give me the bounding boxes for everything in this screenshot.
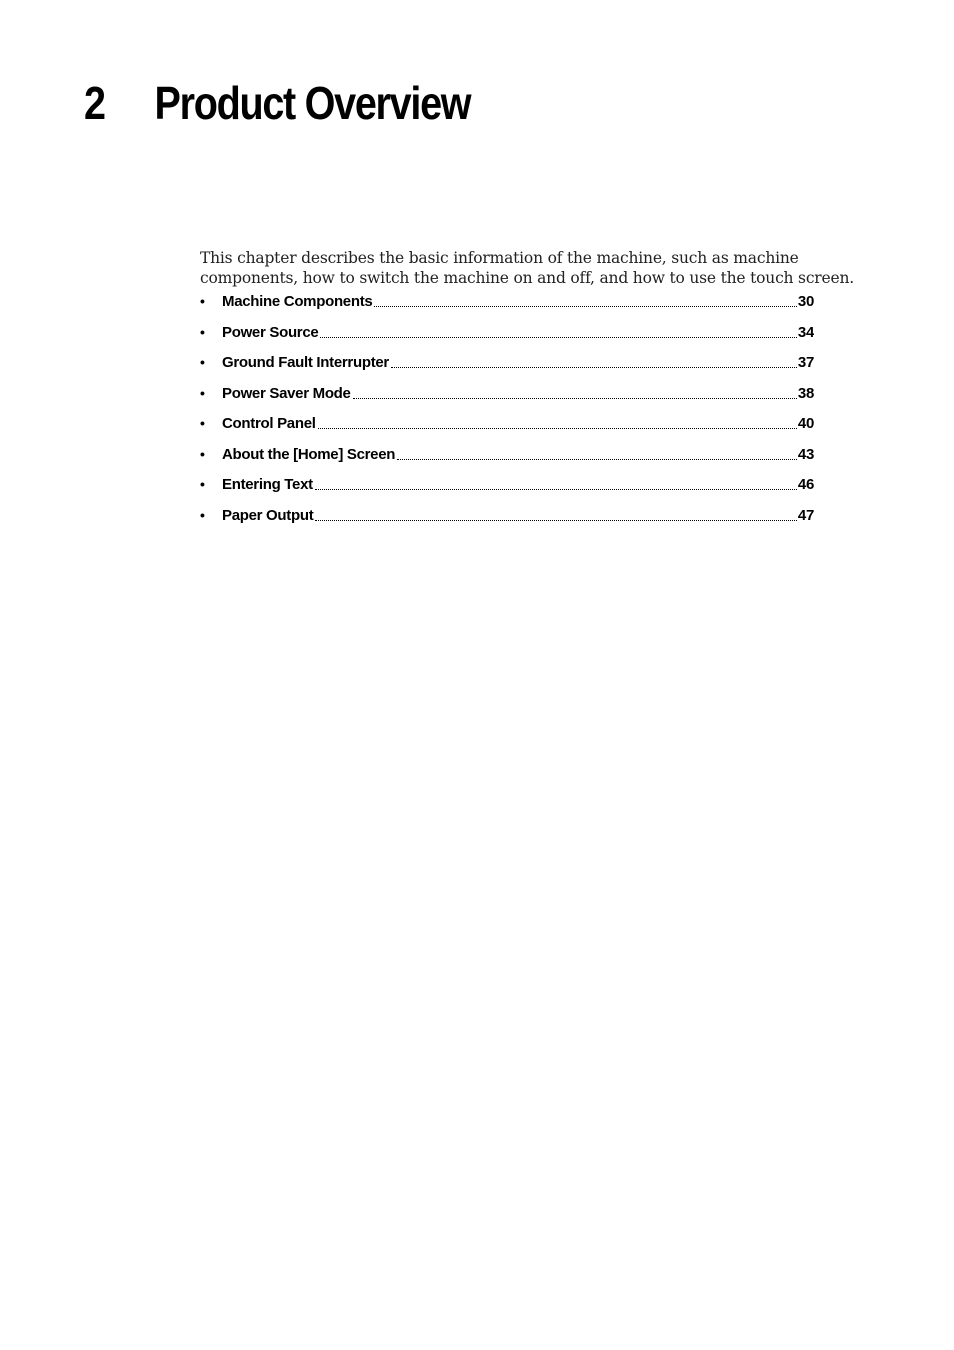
bullet-icon: •: [200, 293, 205, 309]
bullet-icon: •: [200, 506, 205, 523]
chapter-intro: This chapter describes the basic information of the machine, such as machine components, how to switch the machine on and off, and how to use the touch screen.: [200, 249, 854, 287]
chapter-heading: [84, 78, 470, 129]
toc-item-machine-components: [198, 293, 814, 324]
dot-leader: [374, 306, 796, 307]
toc-item-power-saver-mode: [198, 385, 814, 416]
toc-page-number: 37: [797, 354, 814, 371]
toc-title: Power Saver Mode: [222, 384, 351, 402]
toc-title: Ground Fault Interrupter: [222, 354, 389, 371]
dot-leader: [391, 367, 797, 368]
toc-title: Control Panel: [222, 415, 316, 432]
bullet-icon: •: [200, 323, 205, 340]
toc-link-machine-components[interactable]: [222, 293, 814, 310]
toc-item-power-source: [198, 324, 814, 355]
dot-leader: [318, 428, 797, 429]
toc-page-number: 34: [797, 323, 814, 341]
toc-title: Paper Output: [222, 506, 314, 524]
toc-link-paper-output[interactable]: [222, 507, 814, 524]
dot-leader: [315, 520, 797, 521]
toc-link-ground-fault-interrupter[interactable]: [222, 354, 814, 371]
dot-leader: [315, 489, 797, 490]
table-of-contents: [198, 293, 814, 537]
toc-page-number: 40: [797, 415, 814, 432]
bullet-icon: •: [200, 415, 205, 431]
bullet-icon: •: [200, 354, 205, 370]
toc-link-control-panel[interactable]: [222, 415, 814, 432]
dot-leader: [397, 459, 797, 460]
toc-link-power-saver-mode[interactable]: [222, 385, 814, 402]
toc-item-about-home-screen: [198, 446, 814, 477]
dot-leader: [320, 337, 796, 338]
bullet-icon: •: [200, 476, 205, 492]
toc-link-about-home-screen[interactable]: [222, 446, 814, 463]
toc-page-number: 30: [797, 293, 814, 310]
toc-page-number: 38: [797, 384, 814, 402]
toc-item-paper-output: [198, 507, 814, 538]
toc-page-number: 47: [797, 506, 814, 524]
chapter-number: 2: [84, 77, 105, 129]
dot-leader: [353, 398, 797, 399]
bullet-icon: •: [200, 445, 205, 462]
toc-page-number: 43: [797, 445, 814, 463]
toc-item-entering-text: [198, 476, 814, 507]
toc-page-number: 46: [797, 476, 814, 493]
toc-link-entering-text[interactable]: [222, 476, 814, 493]
bullet-icon: •: [200, 384, 205, 401]
toc-title: Entering Text: [222, 476, 313, 493]
toc-link-power-source[interactable]: [222, 324, 814, 341]
chapter-title: Product Overview: [154, 77, 471, 129]
toc-item-control-panel: [198, 415, 814, 446]
toc-title: Power Source: [222, 323, 319, 341]
toc-title: About the [Home] Screen: [222, 445, 396, 463]
toc-title: Machine Components: [222, 293, 373, 310]
toc-item-ground-fault-interrupter: [198, 354, 814, 385]
